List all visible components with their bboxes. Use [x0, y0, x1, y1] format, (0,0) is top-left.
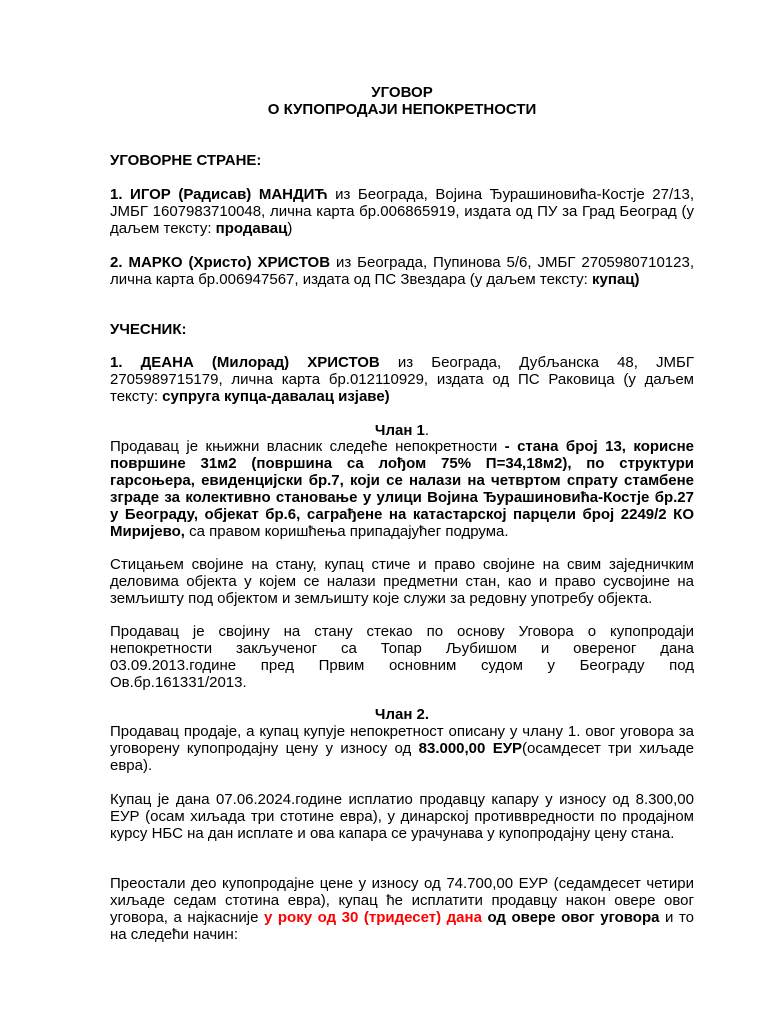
- participant-heading: УЧЕСНИК:: [110, 321, 187, 338]
- participant-role: супруга купца-давалац изјаве): [162, 388, 390, 405]
- party-2-details: из Београда, Пупинова 5/6, ЈМБГ 2705980710123, лична карта бр.006947567, издата од ПС Звездара (у даљем тексту:: [110, 254, 694, 288]
- party-1-role: продавац: [215, 220, 288, 237]
- property-description: - стана број 13, корисне површине 31м2 (површина са лођом 75% П=34,18м2), по структури гарсоњера, евиденцијски бр.7, који се налази на четвртом спрату стамбене зграде за колективно становање у улици Војина Ђурашиновића-Костје бр.27 у Београду, објекат бр.6, саграђене на катастарској парцели број 2249/2 КО Миријево,: [110, 438, 695, 540]
- participant-details: из Београда, Дубљанска 48, ЈМБГ 2705989715179, лична карта бр.012110929, издата од ПС Раковица (у даљем тексту:: [110, 354, 695, 405]
- article-2-paragraph-3: Преостали део купопродајне цене у износу од 74.700,00 ЕУР (седамдесет четири хиљаде седам стотина евра), купац ће исплатити продавцу након овере овог уговора, а најкасније у року од 30 (тридесет) дана од овере овог уговора и то на следећи начин:: [110, 875, 695, 943]
- document-title: [110, 84, 694, 118]
- participant-name: 1. ДЕАНА (Милорад) ХРИСТОВ: [110, 354, 380, 371]
- party-1-paragraph: 1. ИГОР (Радисав) МАНДИЋ из Београда, Војина Ђурашиновића-Костје 27/13, ЈМБГ 1607983710048, лична карта бр.006865919, издата од ПУ за Град Београд (у даљем тексту: продавац): [110, 186, 695, 237]
- party-2-role: купац): [592, 271, 640, 288]
- article-1-heading: Члан 1.: [374, 422, 430, 439]
- parties-heading: УГОВОРНЕ СТРАНЕ:: [110, 152, 262, 169]
- article-1-paragraph-3: Продавац је својину на стану стекао по основу Уговора о купопродаји непокретности закљученог са Топар Љубишом и овереног дана 03.09.2013.године пред Првим основним судом у Београду под Ов.бр.161331/2013.: [110, 623, 694, 691]
- participant-paragraph: [110, 354, 694, 405]
- title-line-2: О КУПОПРОДАЈИ НЕПОКРЕТНОСТИ: [267, 101, 537, 118]
- party-2-name: 2. МАРКО (Христо) ХРИСТОВ: [110, 254, 331, 271]
- article-2-paragraph-2: Купац је дана 07.06.2024.године исплатио продавцу капару у износу од 8.300,00 ЕУР (осам хиљада три стотине евра), у динарској противвредности по продајном курсу НБС на дан исплате и ова капара се урачунава у купопродајну цену стана.: [110, 791, 694, 842]
- title-line-1: УГОВОР: [371, 84, 433, 101]
- party-1-details: из Београда, Војина Ђурашиновића-Костје 27/13, ЈМБГ 1607983710048, лична карта бр.006865919, издата од ПУ за Град Београд (у даљем тексту:: [110, 186, 695, 237]
- article-2-paragraph-1: Продавац продаје, а купац купује непокретност описану у члану 1. овог уговора за уговорену купопродајну цену у износу од 83.000,00 ЕУР(осамдесет три хиљаде евра).: [110, 723, 695, 774]
- article-2-heading: Члан 2.: [374, 706, 430, 723]
- article-1-paragraph-1: Продавац је књижни власник следеће непокретности - стана број 13, корисне површине 31м2 (површина са лођом 75% П=34,18м2), по структури гарсоњера, евиденцијски бр.7, који се налази на четвртом спрату стамбене зграде за колективно становање у улици Војина Ђурашиновића-Костје бр.27 у Београду, објекат бр.6, саграђене на катастарској парцели број 2249/2 КО Миријево, са правом коришћења припадајућег подрума.: [110, 438, 695, 540]
- article-1-paragraph-2: Стицањем својине на стану, купац стиче и право својине на свим заједничким деловима објекта у којем се налази предметни стан, као и право сусвојине на земљишту под објектом и земљишту које служи за редовну употребу објекта.: [110, 556, 694, 607]
- party-1-name: 1. ИГОР (Радисав) МАНДИЋ: [110, 186, 328, 203]
- purchase-price: 83.000,00 ЕУР: [418, 740, 523, 757]
- payment-deadline: у року од 30 (тридесет) дана: [264, 909, 482, 926]
- party-2-paragraph: [110, 254, 694, 288]
